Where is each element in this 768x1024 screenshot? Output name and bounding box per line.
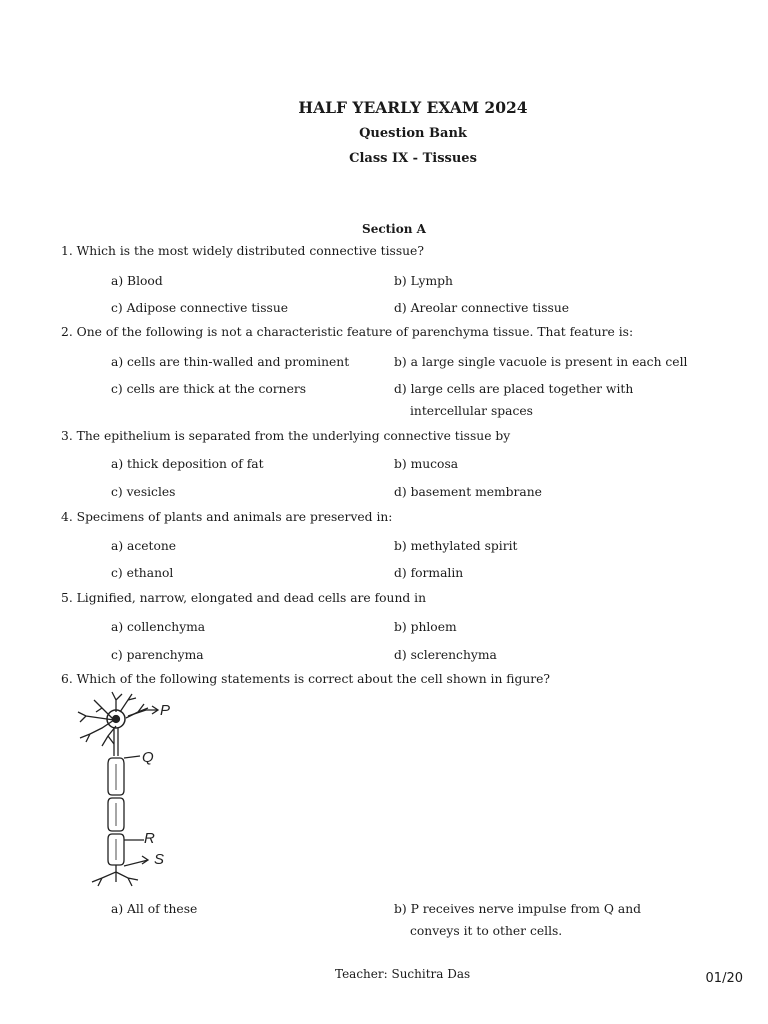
teacher-footer: Teacher: Suchitra Das — [335, 967, 471, 981]
q4-option-b: b) methylated spirit — [394, 539, 518, 553]
q5-option-d: d) sclerenchyma — [394, 648, 497, 662]
question-5: 5. Lignified, narrow, elongated and dead cells are found in — [61, 591, 427, 605]
figure-label-p: P — [160, 702, 171, 719]
q6-option-a: a) All of these — [111, 902, 198, 916]
q5-option-b: b) phloem — [394, 620, 457, 634]
exam-subtitle: Question Bank — [359, 126, 467, 141]
q1-option-d: d) Areolar connective tissue — [394, 301, 570, 315]
q1-option-a: a) Blood — [111, 274, 163, 288]
q1-option-b: b) Lymph — [394, 274, 453, 288]
figure-label-q: Q — [142, 749, 154, 766]
q3-option-d: d) basement membrane — [394, 485, 542, 499]
question-6: 6. Which of the following statements is correct about the cell shown in figure? — [61, 672, 551, 686]
page-number: 01/20 — [705, 971, 743, 986]
q3-option-a: a) thick deposition of fat — [111, 457, 264, 471]
q2-option-d: d) large cells are placed together with — [394, 382, 634, 396]
class-topic: Class IX - Tissues — [349, 151, 477, 166]
question-4: 4. Specimens of plants and animals are preserved in: — [61, 510, 393, 524]
q4-option-d: d) formalin — [394, 566, 464, 580]
q1-option-c: c) Adipose connective tissue — [111, 301, 289, 315]
question-2: 2. One of the following is not a characteristic feature of parenchyma tissue. That feature is: — [61, 325, 634, 339]
q2-option-c: c) cells are thick at the corners — [111, 382, 307, 396]
figure-label-s: S — [154, 851, 165, 868]
q3-option-c: c) vesicles — [111, 485, 176, 499]
question-3: 3. The epithelium is separated from the underlying connective tissue by — [61, 429, 511, 443]
q3-option-b: b) mucosa — [394, 457, 459, 471]
q6-option-b-continued: conveys it to other cells. — [410, 924, 563, 938]
neuron-figure-labels — [72, 690, 182, 895]
q4-option-a: a) acetone — [111, 539, 177, 553]
q6-option-b: b) P receives nerve impulse from Q and — [394, 902, 641, 916]
q5-option-a: a) collenchyma — [111, 620, 206, 634]
q2-option-b: b) a large single vacuole is present in each cell — [394, 355, 688, 369]
figure-label-r: R — [144, 830, 155, 847]
q2-option-a: a) cells are thin-walled and prominent — [111, 355, 350, 369]
q5-option-c: c) parenchyma — [111, 648, 204, 662]
question-1: 1. Which is the most widely distributed connective tissue? — [61, 244, 424, 258]
q4-option-c: c) ethanol — [111, 566, 174, 580]
exam-title: HALF YEARLY EXAM 2024 — [298, 98, 528, 117]
section-heading: Section A — [362, 222, 426, 236]
q2-option-d-continued: intercellular spaces — [410, 404, 533, 418]
